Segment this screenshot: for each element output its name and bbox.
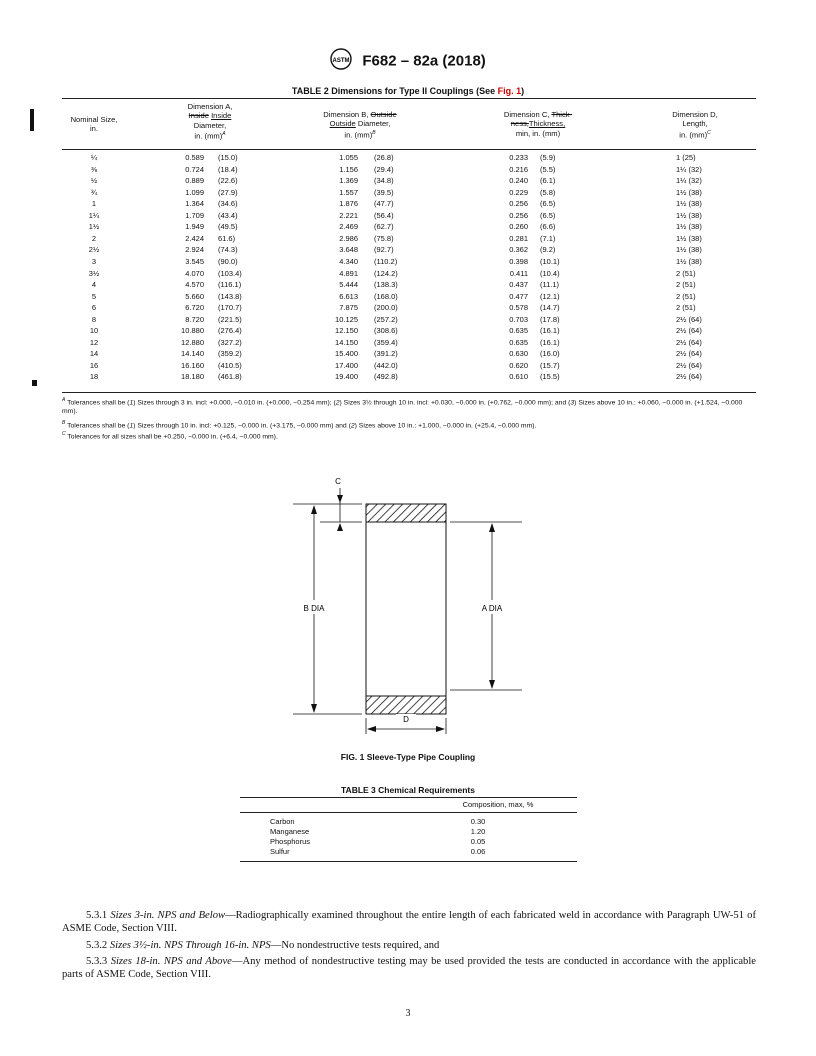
table-cell: (10.1) xyxy=(540,256,560,266)
table-cell: 0.437 xyxy=(509,280,528,290)
para-num: 5.3.1 xyxy=(86,910,111,921)
table-cell: 2.986 xyxy=(339,233,358,243)
table-cell: (6.6) xyxy=(540,222,556,232)
element-name: Carbon xyxy=(270,817,295,826)
table-cell: (49.5) xyxy=(218,222,238,232)
table-cell: 2 (51) xyxy=(676,303,696,313)
table-cell: 2 xyxy=(91,233,97,243)
table-cell: (34.8) xyxy=(374,176,394,186)
table-cell: ¾ xyxy=(90,187,98,197)
table-cell: 1.156 xyxy=(339,164,358,174)
para-num: 5.3.3 xyxy=(86,956,111,967)
element-value: 0.06 xyxy=(470,847,486,856)
table-cell: (359.4) xyxy=(374,337,398,347)
table-cell: (29.4) xyxy=(374,164,394,174)
table-cell: (16.1) xyxy=(540,337,560,347)
table-cell: 0.635 xyxy=(509,326,528,336)
table2-col-nominal xyxy=(62,115,126,134)
table-cell: (22.6) xyxy=(218,176,238,186)
b-dia-label: B DIA xyxy=(303,604,325,613)
table-cell: 5.444 xyxy=(339,280,358,290)
d-label: D xyxy=(403,715,409,724)
table-cell: (116.1) xyxy=(218,280,242,290)
table-cell: 6 xyxy=(91,303,97,313)
table-row xyxy=(0,234,816,244)
table-cell: (14.7) xyxy=(540,303,560,313)
table-row xyxy=(0,153,816,163)
table-cell: 0.398 xyxy=(509,256,528,266)
col-b-struck: Outside xyxy=(370,110,397,119)
para-title: Sizes 18-in. NPS and Above xyxy=(110,956,232,967)
table-cell: 2.221 xyxy=(339,210,358,220)
table-cell: (359.2) xyxy=(218,349,242,359)
table-row xyxy=(0,303,816,313)
table-row xyxy=(0,326,816,336)
table-cell: 0.620 xyxy=(509,360,528,370)
table-cell: 10.880 xyxy=(181,326,204,336)
table-cell: (90.0) xyxy=(218,256,238,266)
footnote-a-n3: 3 xyxy=(570,399,575,407)
table2-header-rule xyxy=(62,149,756,150)
table-cell: (308.6) xyxy=(374,326,398,336)
table-row xyxy=(240,847,577,856)
table-row xyxy=(0,372,816,382)
table-cell: 15.400 xyxy=(335,349,358,359)
table-cell: 1.876 xyxy=(339,199,358,209)
table3 xyxy=(240,797,577,867)
table2-title-text: TABLE 2 Dimensions for Type II Couplings (See xyxy=(291,86,498,96)
table-cell: 1¼ (32) xyxy=(676,164,702,174)
table-cell: (221.5) xyxy=(218,314,242,324)
table-row xyxy=(0,222,816,232)
table-cell: 0.260 xyxy=(509,222,528,232)
document-designation: F682 – 82a (2018) xyxy=(362,52,486,70)
table-cell: 1.557 xyxy=(339,187,358,197)
para-text: —Any method of nondestructive testing may be used provided the tests are conducted in accordance with the applicable parts of ASME Code, Section VIII. xyxy=(62,956,756,980)
table-cell: 10.125 xyxy=(335,314,358,324)
para-title: Sizes 3-in. NPS and Below xyxy=(110,910,226,921)
table-row xyxy=(240,837,577,846)
figure-reference-link[interactable]: Fig. 1 xyxy=(497,86,522,96)
table-cell: (138.3) xyxy=(374,280,398,290)
table-row xyxy=(0,269,816,279)
table-cell: (6.1) xyxy=(540,176,556,186)
footnote-b-text1: Tolerances shall be ( xyxy=(65,422,130,430)
col-nominal-line2: in. xyxy=(89,124,99,134)
table-cell: 1.055 xyxy=(339,153,358,162)
table-cell: 12.150 xyxy=(335,326,358,336)
table-cell: 0.229 xyxy=(509,187,528,197)
table-cell: (410.5) xyxy=(218,360,242,370)
figure-1-caption: FIG. 1 Sleeve-Type Pipe Coupling xyxy=(340,752,476,762)
table-cell: 61.6) xyxy=(218,233,236,243)
table-cell: 2.469 xyxy=(339,222,358,232)
table-row xyxy=(0,361,816,371)
figure-1-drawing xyxy=(290,472,530,742)
footnote-a-text3: ) Sizes 3½ through 10 in. incl: +0.030, −0.000 in. (+0.762, −0.000 mm); and ( xyxy=(339,399,571,407)
astm-logo xyxy=(330,48,352,74)
table-cell: 5.660 xyxy=(185,291,204,301)
table-cell: 4.070 xyxy=(185,268,204,278)
table-cell: 1½ (38) xyxy=(676,199,702,209)
table-cell: (168.0) xyxy=(374,291,398,301)
element-value: 1.20 xyxy=(470,827,486,836)
para-text: —No nondestructive tests required, and xyxy=(270,940,440,951)
table-cell: 8.720 xyxy=(185,314,204,324)
table-cell: (39.5) xyxy=(374,187,394,197)
table-cell: 16 xyxy=(89,360,99,370)
table3-title: TABLE 3 Chemical Requirements xyxy=(341,785,475,795)
table-cell: 4.891 xyxy=(339,268,358,278)
sleeve-bottom-wall xyxy=(366,696,446,714)
col-c-line1: Dimension C, xyxy=(503,110,552,119)
table-cell: (327.2) xyxy=(218,337,242,347)
col-d-line2: Length, xyxy=(682,119,708,129)
table-cell: (492.8) xyxy=(374,372,398,382)
table-cell: 3.545 xyxy=(185,256,204,266)
table-cell: 0.256 xyxy=(509,199,528,209)
col-b-units: in. (mm) xyxy=(344,130,373,140)
table-cell: 0.589 xyxy=(185,153,204,162)
table-cell: 0.256 xyxy=(509,210,528,220)
table-row xyxy=(0,257,816,267)
table-row xyxy=(0,176,816,186)
col-nominal-line1: Nominal Size, xyxy=(70,115,118,124)
table-row xyxy=(0,211,816,221)
table-cell: 1 (25) xyxy=(676,153,696,162)
table-cell: 1¼ (32) xyxy=(676,176,702,186)
table-row xyxy=(0,280,816,290)
table-cell: (12.1) xyxy=(540,291,560,301)
footnote-c-text1: Tolerances for all sizes shall be +0.250, −0.000 in. (+6.4, −0.000 mm). xyxy=(65,433,278,441)
table-cell: ⅜ xyxy=(90,164,98,174)
table-cell: (5.8) xyxy=(540,187,556,197)
table-row xyxy=(0,245,816,255)
table-cell: 0.630 xyxy=(509,349,528,359)
element-name: Manganese xyxy=(270,827,310,836)
table-cell: 1½ (38) xyxy=(676,222,702,232)
col-c-units: min, in. (mm) xyxy=(515,128,561,138)
table-row xyxy=(0,165,816,175)
table-cell: (56.4) xyxy=(374,210,394,220)
table-cell: (391.2) xyxy=(374,349,398,359)
table-cell: 2½ (64) xyxy=(676,337,702,347)
table-cell: 1½ (38) xyxy=(676,210,702,220)
table3-col-header: Composition, max, % xyxy=(462,800,534,809)
table-cell: 1½ (38) xyxy=(676,245,702,255)
table2-bottom-rule xyxy=(62,392,756,393)
col-a-inserted: Inside xyxy=(211,111,232,121)
footnote-b-n2: 2 xyxy=(350,422,355,430)
table2-col-dim-a xyxy=(160,102,260,141)
table-cell: (200.0) xyxy=(374,303,398,313)
table-cell: 2½ (64) xyxy=(676,360,702,370)
col-c-struck1: Thick- xyxy=(551,110,573,119)
element-name: Phosphorus xyxy=(270,837,311,846)
table-cell: 18.180 xyxy=(181,372,204,382)
table-cell: 17.400 xyxy=(335,360,358,370)
table-cell: (26.8) xyxy=(374,153,394,162)
col-b-line1: Dimension B, xyxy=(323,110,371,119)
paragraph-5-3-1 xyxy=(62,910,756,935)
table-cell: (62.7) xyxy=(374,222,394,232)
table-cell: 1 xyxy=(91,199,97,209)
col-d-line1: Dimension D, xyxy=(672,110,718,119)
table-row xyxy=(0,338,816,348)
table-row xyxy=(240,827,577,836)
footnote-b-n1: 1 xyxy=(129,422,134,430)
table-cell: (143.8) xyxy=(218,291,242,301)
table-cell: 5 xyxy=(91,291,97,301)
table-cell: 0.635 xyxy=(509,337,528,347)
table-cell: (16.1) xyxy=(540,326,560,336)
table-cell: (110.2) xyxy=(374,256,398,266)
page-header xyxy=(0,48,816,74)
table-cell: 2½ (64) xyxy=(676,326,702,336)
table-cell: 3 xyxy=(91,256,97,266)
table-cell: (103.4) xyxy=(218,268,242,278)
table-cell: (5.9) xyxy=(540,153,556,162)
table-cell: 4 xyxy=(91,280,97,290)
footnote-a-n2: 2 xyxy=(335,399,340,407)
element-value: 0.30 xyxy=(470,817,486,826)
table-cell: (11.1) xyxy=(540,280,560,290)
sleeve-top-wall xyxy=(366,504,446,522)
col-d-sup: C xyxy=(707,129,711,136)
table2-title xyxy=(0,86,816,96)
table-cell: 0.477 xyxy=(509,291,528,301)
paragraph-5-3-2 xyxy=(62,940,756,953)
table-cell: ¼ xyxy=(90,153,98,162)
sleeve-outline xyxy=(366,504,446,714)
col-a-line1: Dimension A, xyxy=(187,102,233,111)
col-d-units: in. (mm) xyxy=(679,130,708,140)
table-cell: (47.7) xyxy=(374,199,394,209)
table-cell: (74.3) xyxy=(218,245,238,255)
footnote-a-n1: 1 xyxy=(129,399,134,407)
footnote-b-mark: B xyxy=(62,420,66,426)
table-cell: 0.411 xyxy=(509,268,528,278)
footnote-a-mark: A xyxy=(62,397,66,403)
col-a-struck: Inside xyxy=(188,111,209,121)
footnote-b-text2: ) Sizes through 10 in. incl: +0.125, −0.000 in. (+3.175, −0.000 mm) and ( xyxy=(133,422,351,430)
table-cell: 12.880 xyxy=(181,337,204,347)
table-cell: 2 (51) xyxy=(676,291,696,301)
table-cell: (6.5) xyxy=(540,210,556,220)
table-cell: ½ xyxy=(90,176,98,186)
table-cell: (15.0) xyxy=(218,153,238,162)
table-cell: 19.400 xyxy=(335,372,358,382)
paragraph-5-3-3 xyxy=(62,956,756,981)
table-cell: (461.8) xyxy=(218,372,242,382)
footnote-c-mark: C xyxy=(62,431,66,437)
para-text: —Radiographically examined throughout the entire length of each fabricated weld in accordance with Paragraph UW-51 of ASME Code, Section VIII. xyxy=(62,910,756,934)
footnote-a-text4: ) Sizes above 10 in.: +0.060, −0.000 in. (+1.524, −0.000 mm). xyxy=(62,399,743,416)
table-cell: 2.924 xyxy=(185,245,204,255)
para-title: Sizes 3½-in. NPS Through 16-in. NPS xyxy=(109,940,271,951)
element-value: 0.05 xyxy=(470,837,486,846)
footnote-a-text2: ) Sizes through 3 in. incl: +0.000, −0.010 in. (+0.000, −0.254 mm); ( xyxy=(133,399,336,407)
table-cell: (10.4) xyxy=(540,268,560,278)
table-cell: (170.7) xyxy=(218,303,242,313)
table-cell: 18 xyxy=(89,372,99,382)
table2-col-dim-b xyxy=(300,110,420,139)
table2-col-dim-d xyxy=(650,110,740,139)
table-row xyxy=(0,292,816,302)
change-bar xyxy=(30,109,34,131)
table-cell: 0.578 xyxy=(509,303,528,313)
table-cell: (34.6) xyxy=(218,199,238,209)
table-cell: 10 xyxy=(89,326,99,336)
table-cell: 2½ (64) xyxy=(676,372,702,382)
element-name: Sulfur xyxy=(270,847,290,856)
a-dia-label: A DIA xyxy=(481,604,503,613)
table-cell: 1¼ xyxy=(88,210,100,220)
table-cell: 2.424 xyxy=(185,233,204,243)
table2-footnote-b xyxy=(62,419,756,430)
table-cell: 7.875 xyxy=(339,303,358,313)
table2-top-rule xyxy=(62,98,756,99)
col-c-inserted: Thickness, xyxy=(528,119,566,129)
table-cell: (5.5) xyxy=(540,164,556,174)
table-cell: 3.648 xyxy=(339,245,358,255)
table-cell: (9.2) xyxy=(540,245,556,255)
table-cell: (15.7) xyxy=(540,360,560,370)
col-c-struck2: ness, xyxy=(510,119,529,129)
table-cell: 14.140 xyxy=(181,349,204,359)
table-cell: 0.724 xyxy=(185,164,204,174)
footnote-b-text3: ) Sizes above 10 in.: +1.000, −0.000 in. (+25.4, −0.000 mm). xyxy=(354,422,537,430)
table-cell: (257.2) xyxy=(374,314,398,324)
table-cell: (7.1) xyxy=(540,233,556,243)
table-cell: (442.0) xyxy=(374,360,398,370)
table-cell: (6.5) xyxy=(540,199,556,209)
table-cell: (75.8) xyxy=(374,233,394,243)
table-cell: (15.5) xyxy=(540,372,560,382)
col-b-inserted: Outside xyxy=(329,119,356,129)
table-cell: 1.949 xyxy=(185,222,204,232)
col-a-line3: Diameter, xyxy=(193,120,227,130)
astm-logo-text: ASTM xyxy=(332,58,350,64)
para-num: 5.3.2 xyxy=(86,940,110,951)
table-row xyxy=(240,817,577,826)
table-cell: 3½ xyxy=(88,268,100,278)
table-cell: 0.703 xyxy=(509,314,528,324)
table-cell: 6.613 xyxy=(339,291,358,301)
table-cell: 2 (51) xyxy=(676,280,696,290)
table-cell: (43.4) xyxy=(218,210,238,220)
table-row xyxy=(0,315,816,325)
table-cell: 0.610 xyxy=(509,372,528,382)
table-row xyxy=(0,349,816,359)
table-cell: (17.8) xyxy=(540,314,560,324)
table2-footnote-c xyxy=(62,430,756,441)
footnote-a-text1: Tolerances shall be ( xyxy=(65,399,130,407)
table-cell: 1.369 xyxy=(339,176,358,186)
table-cell: 2½ (64) xyxy=(676,314,702,324)
table-row xyxy=(0,199,816,209)
col-b-line2: Diameter, xyxy=(355,119,391,129)
table-cell: (27.9) xyxy=(218,187,238,197)
table-cell: 0.281 xyxy=(509,233,528,243)
table-cell: 4.570 xyxy=(185,280,204,290)
col-a-units: in. (mm) xyxy=(194,131,223,141)
table-cell: 1½ (38) xyxy=(676,233,702,243)
table-cell: 0.889 xyxy=(185,176,204,186)
c-label: C xyxy=(335,477,341,486)
table-cell: 1½ (38) xyxy=(676,256,702,266)
table-cell: (276.4) xyxy=(218,326,242,336)
table-cell: (92.7) xyxy=(374,245,394,255)
table2-title-end: ) xyxy=(521,86,525,96)
table2-col-dim-c xyxy=(478,110,598,138)
table-cell: 12 xyxy=(89,337,99,347)
table-cell: 1.099 xyxy=(185,187,204,197)
table-cell: 0.362 xyxy=(509,245,528,255)
table-cell: 0.240 xyxy=(509,176,528,186)
change-bar xyxy=(32,380,37,386)
table-cell: 14.150 xyxy=(335,337,358,347)
table-cell: 1½ xyxy=(88,222,100,232)
table-cell: 0.216 xyxy=(509,164,528,174)
table-cell: 8 xyxy=(91,314,97,324)
table-cell: 14 xyxy=(89,349,99,359)
table-cell: 4.340 xyxy=(339,256,358,266)
table-cell: 2 (51) xyxy=(676,268,696,278)
table-cell: 1.709 xyxy=(185,210,204,220)
table-cell: 16.160 xyxy=(181,360,204,370)
col-b-sup: B xyxy=(372,129,376,136)
page-number: 3 xyxy=(405,1008,411,1019)
table2-footnote-a xyxy=(62,396,756,416)
table-cell: (18.4) xyxy=(218,164,238,174)
table-cell: (124.2) xyxy=(374,268,398,278)
col-a-sup: A xyxy=(222,130,226,137)
table-cell: 2½ (64) xyxy=(676,349,702,359)
table-cell: 2½ xyxy=(88,245,100,255)
table-row xyxy=(0,188,816,198)
table-cell: 0.233 xyxy=(509,153,528,162)
table-cell: 1.364 xyxy=(185,199,204,209)
table-cell: 6.720 xyxy=(185,303,204,313)
table-cell: 1½ (38) xyxy=(676,187,702,197)
table-cell: (16.0) xyxy=(540,349,560,359)
